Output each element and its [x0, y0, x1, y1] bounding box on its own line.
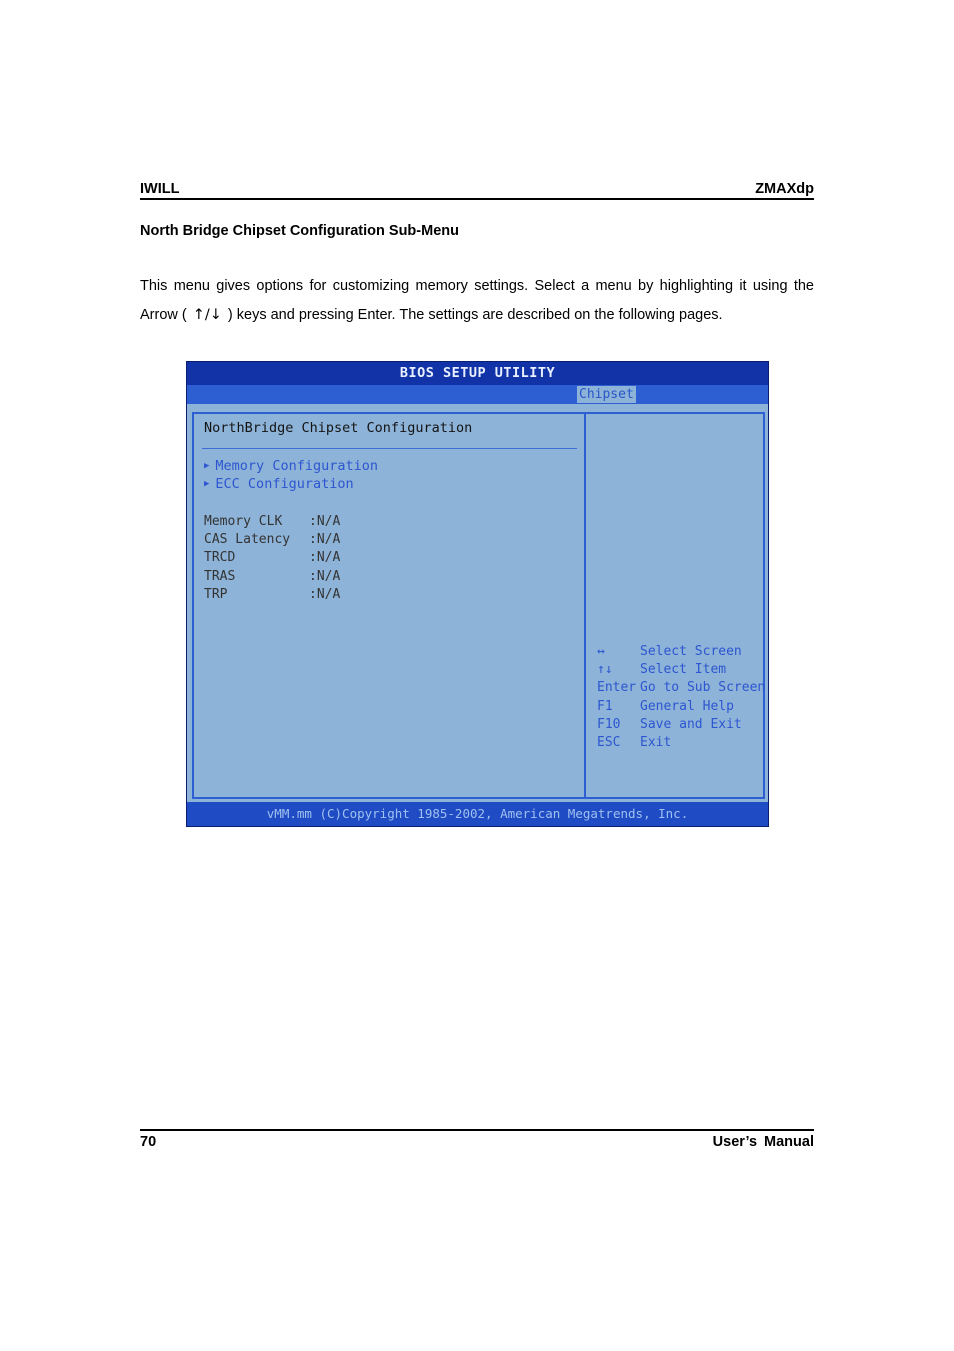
setting-value: :N/A [309, 550, 341, 565]
submenu-arrow-icon: ▶ [204, 461, 210, 471]
intro-paragraph [140, 272, 814, 330]
submenu-arrow-icon: ▶ [204, 479, 210, 489]
intro-text-after: ) keys and pressing Enter. The settings are described on the following pages. [227, 307, 723, 323]
setting-value: :N/A [309, 514, 341, 529]
section-title: North Bridge Chipset Configuration Sub-Menu [140, 223, 459, 239]
help-description: General Help [640, 699, 734, 714]
setting-value: :N/A [309, 532, 341, 547]
submenu-label: ECC Configuration [215, 476, 354, 492]
bios-title: BIOS SETUP UTILITY [187, 362, 768, 385]
submenu-ecc-configuration[interactable] [204, 476, 354, 492]
setting-label: TRP [204, 587, 228, 602]
submenu-memory-configuration[interactable] [204, 458, 378, 474]
help-key: F10 [597, 717, 621, 732]
header-brand: IWILL [140, 181, 180, 197]
header-model: ZMAXdp [755, 181, 814, 197]
bios-title-rule [202, 448, 577, 449]
intro-text-before: This menu gives options for customizing memory settings. Select a menu by highlighting it using the Arrow ( [140, 278, 814, 323]
bios-panel-title: NorthBridge Chipset Configuration [204, 420, 473, 436]
page-footer [140, 1129, 814, 1151]
help-description: Select Item [640, 662, 727, 677]
setting-value: :N/A [309, 587, 341, 602]
help-key: ↔ [597, 644, 605, 659]
help-key: F1 [597, 699, 613, 714]
setting-label: CAS Latency [204, 532, 291, 547]
setting-label: Memory CLK [204, 514, 283, 529]
setting-label: TRAS [204, 569, 236, 584]
bios-copyright-bar: vMM.mm (C)Copyright 1985-2002, American Megatrends, Inc. [187, 802, 768, 826]
submenu-label: Memory Configuration [215, 458, 378, 474]
help-description: Select Screen [640, 644, 742, 659]
help-description: Go to Sub Screen [640, 680, 766, 695]
page-number: 70 [140, 1134, 157, 1150]
bios-screenshot [186, 361, 769, 827]
help-key: ESC [597, 735, 621, 750]
tab-chipset[interactable]: Chipset [579, 387, 634, 402]
bios-tab-bar [187, 385, 768, 404]
arrow-keys-glyph: ↑/↓ [192, 307, 222, 323]
bios-panel-divider [584, 412, 586, 799]
help-key: Enter [597, 680, 637, 695]
help-description: Save and Exit [640, 717, 742, 732]
help-description: Exit [640, 735, 672, 750]
footer-manual-title: User’s Manual [712, 1134, 814, 1150]
page-header [140, 180, 814, 200]
help-key: ↑↓ [597, 662, 613, 677]
setting-value: :N/A [309, 569, 341, 584]
setting-label: TRCD [204, 550, 236, 565]
